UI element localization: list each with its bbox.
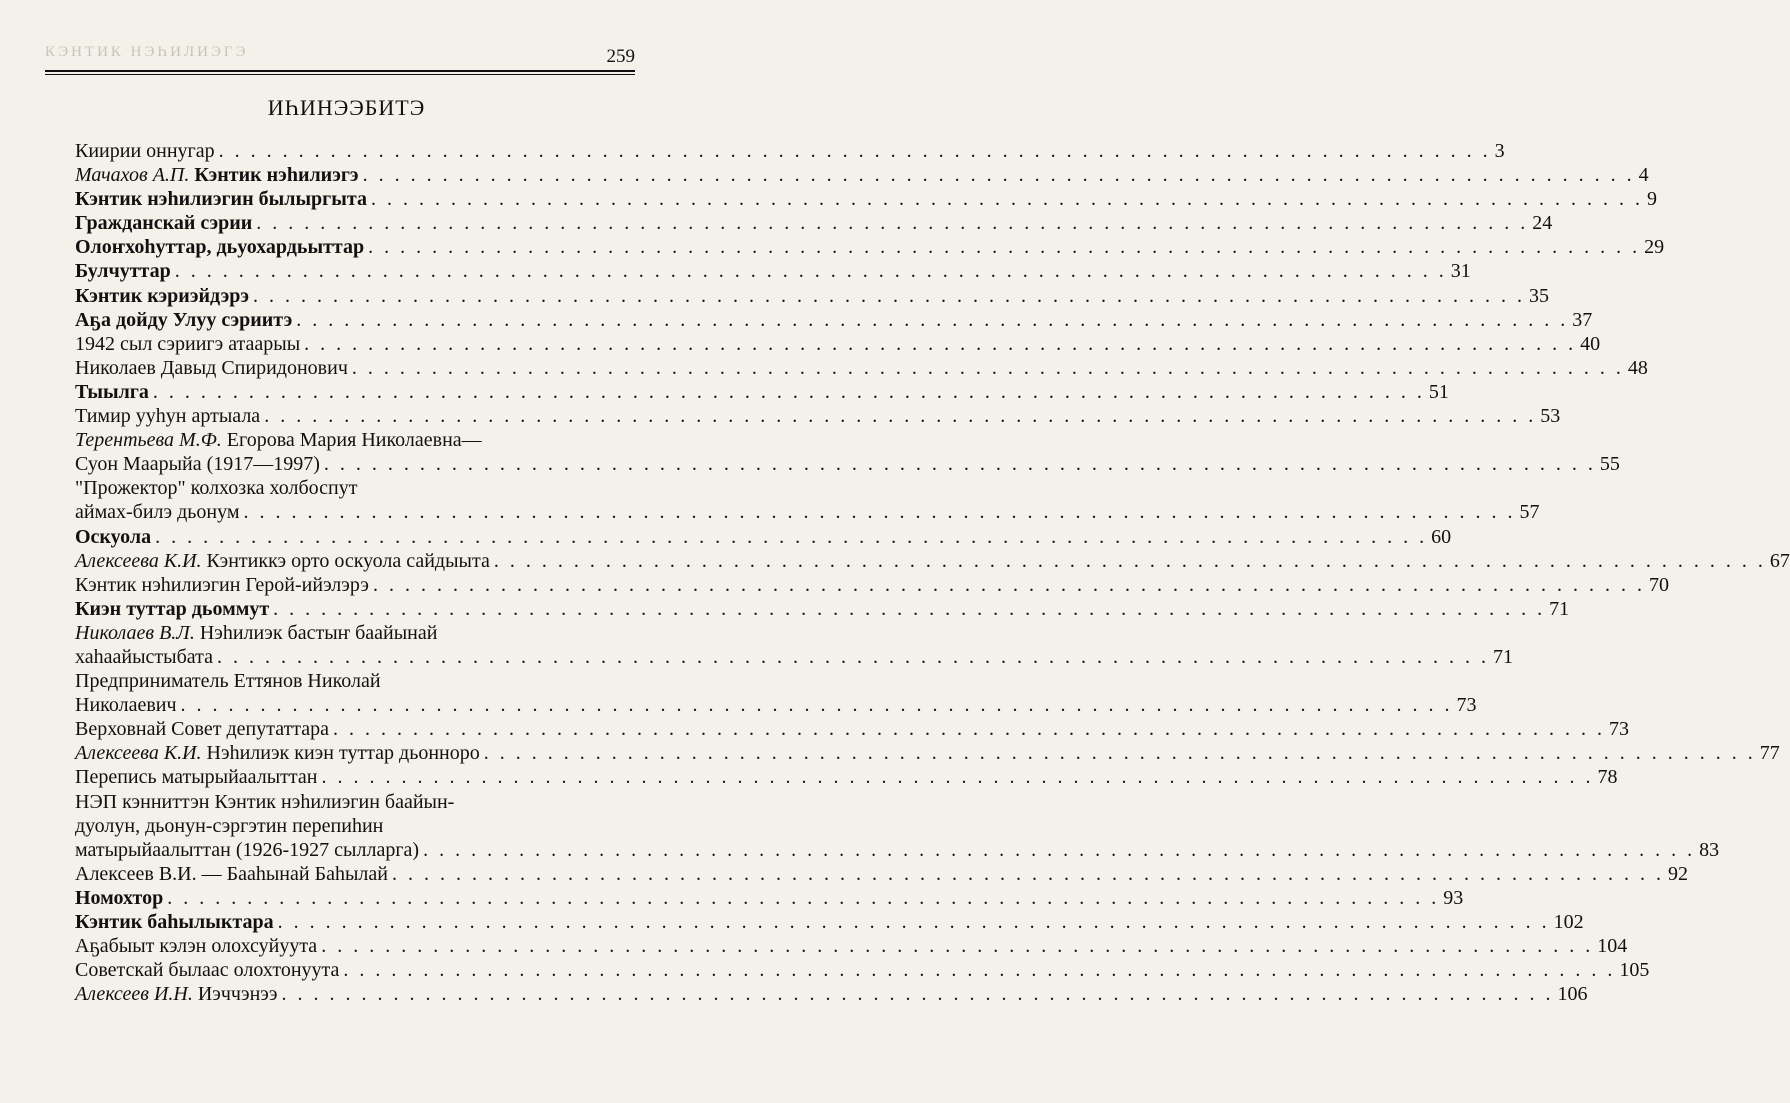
toc-entry-title: Алексеев В.И. — Бааһынай Баһылай xyxy=(75,862,388,885)
page-header xyxy=(45,44,635,72)
toc-entry-title: Аҕа дойду Улуу сэриитэ xyxy=(75,308,293,331)
toc-entry xyxy=(75,284,1550,308)
toc-entry-page: 53 xyxy=(1540,405,1561,428)
toc-entry xyxy=(75,958,1650,982)
toc-entry-page: 9 xyxy=(1646,188,1657,211)
toc-entry-author: Николаев В.Л. xyxy=(75,621,195,644)
toc-entry-page: 92 xyxy=(1667,862,1688,885)
toc-entry-title: Перепись матырыйаалыттан xyxy=(75,766,318,789)
toc-entry-text xyxy=(75,428,482,452)
toc-entry-page: 73 xyxy=(1456,694,1477,717)
toc-leader-dots: . . . . . . . . . . . . . . . . . . . . . . . . . . . . . . . . . . . . . . . . . . . . . . . . . . . . . . . . . . . . . . . . . . . . . . . . . . . . . . . . xyxy=(296,308,1569,331)
toc-entry-text xyxy=(75,259,171,283)
toc-entry-text xyxy=(75,500,239,524)
toc-entry-text xyxy=(75,525,151,549)
toc-entry xyxy=(75,717,1630,741)
toc-entry xyxy=(75,476,593,500)
toc-entry-text xyxy=(75,838,419,862)
toc-entry-title: дуолун, дьонун-сэргэтин перепиһин xyxy=(75,814,384,837)
toc-entry-text xyxy=(75,765,317,789)
toc-entry xyxy=(75,404,1561,428)
toc-entry-title: Кэнтик нэһилиэгэ xyxy=(194,164,359,187)
toc-entry xyxy=(75,910,1584,934)
toc-entry-text xyxy=(75,621,437,645)
toc-entry-page: 48 xyxy=(1627,356,1648,379)
toc-entry xyxy=(75,765,1618,789)
toc-entry xyxy=(75,525,1452,549)
toc-leader-dots: . . . . . . . . . . . . . . . . . . . . . . . . . . . . . . . . . . . . . . . . . . . . . . . . . . . . . . . . . . . . . . . . . . . . . . . . . . . . . . . . xyxy=(343,959,1616,982)
toc-entry-text xyxy=(75,597,269,621)
toc-entry xyxy=(75,139,1505,163)
toc-leader-dots: . . . . . . . . . . . . . . . . . . . . . . . . . . . . . . . . . . . . . . . . . . . . . . . . . . . . . . . . . . . . . . . . . . . . . . . . . . . . . . . . xyxy=(243,501,1516,524)
toc-leader-dots: . . . . . . . . . . . . . . . . . . . . . . . . . . . . . . . . . . . . . . . . . . . . . . . . . . . . . . . . . . . . . . . . . . . . . . . . . . . . . . . . xyxy=(372,573,1645,596)
toc-leader-dots: . . . . . . . . . . . . . . . . . . . . . . . . . . . . . . . . . . . . . . . . . . . . . . . . . . . . . . . . . . . . . . . . . . . . . . . . . . . . . . . . xyxy=(273,597,1546,620)
toc-entry-title: Олоҥхоһуттар, дьуохардьыттар xyxy=(75,236,365,259)
toc-entry xyxy=(75,573,1669,597)
toc-entry-title: Киирии оннугар xyxy=(75,140,215,162)
toc-leader-dots: . . . . . . . . . . . . . . . . . . . . . . . . . . . . . . . . . . . . . . . . . . . . . . . . . . . . . . . . . . . . . . . . . . . . . . . . . . . . . . . . xyxy=(368,236,1641,259)
toc-entry-page: 67 xyxy=(1769,549,1790,572)
toc-entry-page: 40 xyxy=(1580,332,1601,355)
toc-entry-title: Николаевич xyxy=(75,694,177,717)
toc-entry xyxy=(75,862,1688,886)
toc-leader-dots: . . . . . . . . . . . . . . . . . . . . . . . . . . . . . . . . . . . . . . . . . . . . . . . . . . . . . . . . . . . . . . . . . . . . . . . . . . . . . . . . xyxy=(174,260,1447,283)
toc-entry-text xyxy=(75,934,317,958)
toc-leader-dots: . . . . . . . . . . . . . . . . . . . . . . . . . . . . . . . . . . . . . . . . . . . . . . . . . . . . . . . . . . . . . . . . . . . . . . . . . . . . . . . . xyxy=(391,862,1664,885)
toc-entry-text xyxy=(75,669,381,693)
toc-leader-dots: . . . . . . . . . . . . . . . . . . . . . . . . . . . . . . . . . . . . . . . . . . . . . . . . . . . . . . . . . . . . . . . . . . . . . . . . . . . . . . . . xyxy=(493,549,1766,572)
toc-entry-page: 4 xyxy=(1638,164,1649,187)
toc-entry xyxy=(75,814,593,838)
toc-entry-page: 70 xyxy=(1648,573,1669,596)
toc-entry-text xyxy=(75,211,252,235)
toc-entry-text xyxy=(75,308,292,332)
toc-entry-page: 93 xyxy=(1443,886,1464,909)
toc-entry xyxy=(75,741,1780,765)
toc-entry-text xyxy=(75,332,300,356)
toc-entry-title: Тыылга xyxy=(75,380,149,403)
toc-leader-dots: . . . . . . . . . . . . . . . . . . . . . . . . . . . . . . . . . . . . . . . . . . . . . . . . . . . . . . . . . . . . . . . . . . . . . . . . . . . . . . . . xyxy=(321,766,1594,789)
toc-entry-title: матырыйаалыттан (1926-1927 сылларга) xyxy=(75,838,420,861)
toc-entry xyxy=(75,500,1540,524)
toc-entry-page: 78 xyxy=(1597,766,1618,789)
toc-entry-page: 73 xyxy=(1609,718,1630,741)
toc-entry-page: 106 xyxy=(1557,983,1588,1006)
toc-entry-author: Алексеева К.И. xyxy=(75,742,202,765)
toc-entry xyxy=(75,380,1449,404)
toc-leader-dots: . . . . . . . . . . . . . . . . . . . . . . . . . . . . . . . . . . . . . . . . . . . . . . . . . . . . . . . . . . . . . . . . . . . . . . . . . . . . . . . . xyxy=(351,356,1624,379)
toc-entry-title: Кэнтиккэ орто оскуола сайдыыта xyxy=(206,549,490,572)
toc-entry-text xyxy=(75,645,213,669)
toc-entry xyxy=(75,982,1588,1006)
toc-entry-page: 29 xyxy=(1644,236,1665,259)
toc-entry xyxy=(75,428,593,452)
toc-entry-page: 57 xyxy=(1519,501,1540,524)
toc-entry-text xyxy=(75,717,329,741)
toc-entry-text xyxy=(75,741,480,765)
toc-leader-dots: . . . . . . . . . . . . . . . . . . . . . . . . . . . . . . . . . . . . . . . . . . . . . . . . . . . . . . . . . . . . . . . . . . . . . . . . . . . . . . . . xyxy=(483,742,1756,765)
toc-entry-text xyxy=(75,958,339,982)
toc-leader-dots: . . . . . . . . . . . . . . . . . . . . . . . . . . . . . . . . . . . . . . . . . . . . . . . . . . . . . . . . . . . . . . . . . . . . . . . . . . . . . . . . xyxy=(423,838,1696,861)
toc-leader-dots: . . . . . . . . . . . . . . . . . . . . . . . . . . . . . . . . . . . . . . . . . . . . . . . . . . . . . . . . . . . . . . . . . . . . . . . . . . . . . . . . xyxy=(370,188,1643,211)
toc-leader-dots: . . . . . . . . . . . . . . . . . . . . . . . . . . . . . . . . . . . . . . . . . . . . . . . . . . . . . . . . . . . . . . . . . . . . . . . . . . . . . . . . xyxy=(218,140,1491,162)
toc-entry-page: 3 xyxy=(1494,140,1505,162)
toc-leader-dots: . . . . . . . . . . . . . . . . . . . . . . . . . . . . . . . . . . . . . . . . . . . . . . . . . . . . . . . . . . . . . . . . . . . . . . . . . . . . . . . . xyxy=(167,886,1440,909)
toc-entry-title: Советскай былаас олохтонуута xyxy=(75,959,340,982)
toc-entry xyxy=(75,259,1471,283)
toc-entry-title: Верховнай Совет депутаттара xyxy=(75,718,330,741)
toc-leader-dots: . . . . . . . . . . . . . . . . . . . . . . . . . . . . . . . . . . . . . . . . . . . . . . . . . . . . . . . . . . . . . . . . . . . . . . . . . . . . . . . . xyxy=(333,718,1606,741)
toc-leader-dots: . . . . . . . . . . . . . . . . . . . . . . . . . . . . . . . . . . . . . . . . . . . . . . . . . . . . . . . . . . . . . . . . . . . . . . . . . . . . . . . . xyxy=(323,453,1596,476)
toc-title: ИҺИНЭЭБИТЭ xyxy=(267,95,426,120)
toc-entry-page: 51 xyxy=(1428,380,1449,403)
toc-entry-text xyxy=(75,476,357,500)
toc-entry-text xyxy=(75,790,454,814)
toc-entry-title: аймах-билэ дьонум xyxy=(75,501,240,524)
toc-entry-title: Киэн туттар дьоммут xyxy=(75,597,270,620)
toc-entry xyxy=(75,211,1553,235)
toc-entry-page: 104 xyxy=(1597,935,1628,958)
toc-entry-title: 1942 сыл сэриигэ атаарыы xyxy=(75,332,301,355)
toc-entry-author: Алексеев И.Н. xyxy=(75,983,193,1006)
toc-leader-dots: . . . . . . . . . . . . . . . . . . . . . . . . . . . . . . . . . . . . . . . . . . . . . . . . . . . . . . . . . . . . . . . . . . . . . . . . . . . . . . . . xyxy=(321,935,1594,958)
toc-entry-page: 83 xyxy=(1699,838,1720,861)
toc-entry-author: Мачахов А.П. xyxy=(75,164,190,187)
table-of-contents xyxy=(75,139,1790,1006)
toc-entry xyxy=(75,597,1570,621)
toc-entry-title: Предприниматель Еттянов Николай xyxy=(75,670,381,693)
toc-entry-author: Терентьева М.Ф. xyxy=(75,429,222,452)
toc-entry-page: 31 xyxy=(1450,260,1471,283)
toc-entry-title: Егорова Мария Николаевна— xyxy=(226,429,482,452)
toc-entry xyxy=(75,452,1620,476)
toc-entry-text xyxy=(75,814,383,838)
toc-entry xyxy=(75,163,1649,187)
toc-entry-title: Суон Маарыйа (1917—1997) xyxy=(75,453,320,476)
toc-entry-title: НЭП кэнниттэн Кэнтик нэһилиэгин баайын- xyxy=(75,790,455,813)
toc-entry-text xyxy=(75,404,260,428)
toc-entry-page: 35 xyxy=(1529,284,1550,307)
toc-entry xyxy=(75,332,1601,356)
toc-entry-title: Кэнтик нэһилиэгин Герой-ийэлэрэ xyxy=(75,573,369,596)
toc-entry-text xyxy=(75,452,320,476)
toc-entry-text xyxy=(75,549,490,573)
toc-entry-text xyxy=(75,886,163,910)
toc-entry-title: Тимир ууһун артыала xyxy=(75,405,261,428)
toc-leader-dots: . . . . . . . . . . . . . . . . . . . . . . . . . . . . . . . . . . . . . . . . . . . . . . . . . . . . . . . . . . . . . . . . . . . . . . . . . . . . . . . . xyxy=(304,332,1577,355)
toc-entry-title: Иэччэнээ xyxy=(197,983,278,1006)
toc-entry xyxy=(75,356,1648,380)
toc-entry-text xyxy=(75,139,215,163)
toc-entry-title: Кэнтик кэриэйдэрэ xyxy=(75,284,250,307)
toc-leader-dots: . . . . . . . . . . . . . . . . . . . . . . . . . . . . . . . . . . . . . . . . . . . . . . . . . . . . . . . . . . . . . . . . . . . . . . . . . . . . . . . . xyxy=(180,694,1453,717)
toc-entry xyxy=(75,790,593,814)
toc-entry-text xyxy=(75,862,388,886)
toc-entry-page: 102 xyxy=(1553,911,1584,933)
toc-entry-title: Кэнтик баһылыктара xyxy=(75,911,274,933)
toc-leader-dots: . . . . . . . . . . . . . . . . . . . . . . . . . . . . . . . . . . . . . . . . . . . . . . . . . . . . . . . . . . . . . . . . . . . . . . . . . . . . . . . . xyxy=(264,405,1537,428)
toc-entry-page: 71 xyxy=(1492,645,1513,668)
toc-entry-page: 77 xyxy=(1759,742,1780,765)
toc-entry xyxy=(75,693,1477,717)
toc-leader-dots: . . . . . . . . . . . . . . . . . . . . . . . . . . . . . . . . . . . . . . . . . . . . . . . . . . . . . . . . . . . . . . . . . . . . . . . . . . . . . . . . xyxy=(277,911,1550,933)
toc-entry xyxy=(75,235,1665,259)
toc-entry-text xyxy=(75,910,274,934)
toc-entry-page: 55 xyxy=(1599,453,1620,476)
toc-entry xyxy=(75,645,1513,669)
toc-entry-text xyxy=(75,187,367,211)
toc-entry-page: 37 xyxy=(1572,308,1593,331)
toc-entry xyxy=(75,308,1593,332)
running-title: КЭНТИК НЭҺИЛИЭГЭ xyxy=(45,44,249,60)
toc-leader-dots: . . . . . . . . . . . . . . . . . . . . . . . . . . . . . . . . . . . . . . . . . . . . . . . . . . . . . . . . . . . . . . . . . . . . . . . . . . . . . . . . xyxy=(216,645,1489,668)
toc-entry xyxy=(75,549,1790,573)
toc-entry-text xyxy=(75,693,177,717)
toc-entry-title: Булчуттар xyxy=(75,260,171,283)
toc-leader-dots: . . . . . . . . . . . . . . . . . . . . . . . . . . . . . . . . . . . . . . . . . . . . . . . . . . . . . . . . . . . . . . . . . . . . . . . . . . . . . . . . xyxy=(155,525,1428,548)
toc-entry-title: хаһаайыстыбата xyxy=(75,645,213,668)
toc-entry xyxy=(75,838,1720,862)
page-number: 259 xyxy=(606,46,635,67)
toc-entry-author: Алексеева К.И. xyxy=(75,549,202,572)
toc-entry xyxy=(75,934,1628,958)
toc-entry-text xyxy=(75,235,364,259)
toc-entry-page: 24 xyxy=(1532,212,1553,235)
toc-entry-title: Кэнтик нэһилиэгин былыргыта xyxy=(75,188,367,211)
toc-entry-title: Номохтор xyxy=(75,886,164,909)
toc-leader-dots: . . . . . . . . . . . . . . . . . . . . . . . . . . . . . . . . . . . . . . . . . . . . . . . . . . . . . . . . . . . . . . . . . . . . . . . . . . . . . . . . xyxy=(253,284,1526,307)
toc-leader-dots: . . . . . . . . . . . . . . . . . . . . . . . . . . . . . . . . . . . . . . . . . . . . . . . . . . . . . . . . . . . . . . . . . . . . . . . . . . . . . . . . xyxy=(362,164,1635,187)
toc-entry-text xyxy=(75,573,369,597)
header-rule xyxy=(45,70,635,75)
toc-entry-text xyxy=(75,356,348,380)
toc-entry xyxy=(75,669,593,693)
toc-leader-dots: . . . . . . . . . . . . . . . . . . . . . . . . . . . . . . . . . . . . . . . . . . . . . . . . . . . . . . . . . . . . . . . . . . . . . . . . . . . . . . . . xyxy=(256,212,1529,235)
toc-entry-text xyxy=(75,163,359,187)
toc-entry xyxy=(75,621,593,645)
toc-entry-text xyxy=(75,982,277,1006)
toc-entry-title: Гражданскай сэрии xyxy=(75,212,253,235)
toc-entry-text xyxy=(75,284,249,308)
toc-entry-page: 60 xyxy=(1431,525,1452,548)
toc-entry-title: Николаев Давыд Спиридонович xyxy=(75,356,348,379)
toc-entry-page: 71 xyxy=(1549,597,1570,620)
toc-entry-title: Нэһилиэк киэн туттар дьонноро xyxy=(206,742,480,765)
toc-entry-title: "Прожектор" колхозка холбоспут xyxy=(75,477,358,500)
toc-entry xyxy=(75,187,1657,211)
toc-entry-title: Оскуола xyxy=(75,525,152,548)
toc-entry xyxy=(75,886,1464,910)
toc-leader-dots: . . . . . . . . . . . . . . . . . . . . . . . . . . . . . . . . . . . . . . . . . . . . . . . . . . . . . . . . . . . . . . . . . . . . . . . . . . . . . . . . xyxy=(152,380,1425,403)
toc-entry-title: Аҕабыыт кэлэн олохсуйуута xyxy=(75,935,318,958)
toc-entry-page: 105 xyxy=(1619,959,1650,982)
toc-entry-text xyxy=(75,380,149,404)
toc-entry-title: Нэһилиэк бастыҥ баайынай xyxy=(199,621,438,644)
toc-leader-dots: . . . . . . . . . . . . . . . . . . . . . . . . . . . . . . . . . . . . . . . . . . . . . . . . . . . . . . . . . . . . . . . . . . . . . . . . . . . . . . . . xyxy=(281,983,1554,1006)
